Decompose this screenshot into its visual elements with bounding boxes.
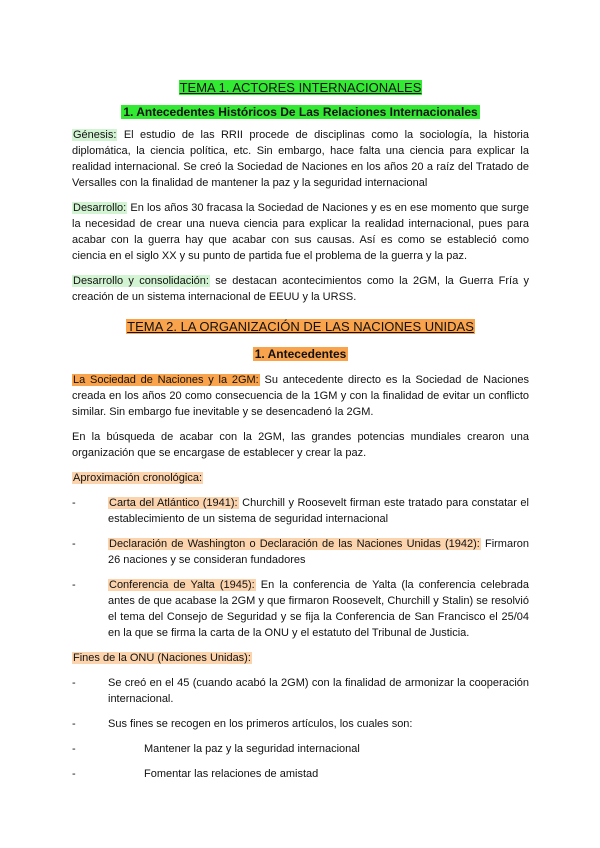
- tema2-section1-title: [72, 345, 529, 363]
- tema2-title-text: TEMA 2. LA ORGANIZACIÓN DE LAS NACIONES UNIDAS: [127, 319, 474, 334]
- tema1-section1-title: [72, 103, 529, 121]
- dash-marker: -: [72, 768, 76, 780]
- dash-marker: -: [72, 497, 76, 509]
- fines-subitem: [72, 741, 529, 757]
- fines-label: Fines de la ONU (Naciones Unidas):: [73, 652, 251, 664]
- sdn-text: Su antecedente directo es la Sociedad de Naciones creada en los años 20 como consecuencia de la 1GM y con la finalidad de evitar un conflicto similar. Sin embargo fue inevitable y se desencadenó la 2GM.: [72, 374, 529, 418]
- cronologia-item-text: Churchill y Roosevelt firman este tratado para constatar el establecimiento de un sistema de seguridad internacional: [108, 497, 529, 525]
- fines-subitem-text: Fomentar las relaciones de amistad: [144, 768, 319, 780]
- consolidacion-label: Desarrollo y consolidación:: [73, 275, 209, 287]
- consolidacion-paragraph: [72, 273, 529, 305]
- tema1-title-text: TEMA 1. ACTORES INTERNACIONALES: [179, 80, 422, 95]
- sdn-paragraph: [72, 372, 529, 420]
- sdn-label: La Sociedad de Naciones y la 2GM:: [73, 374, 259, 386]
- dash-marker: -: [72, 718, 76, 730]
- desarrollo-label: Desarrollo:: [73, 202, 127, 214]
- desarrollo-paragraph: [72, 200, 529, 264]
- fines-item: [72, 675, 529, 707]
- fines-item-text: Se creó en el 45 (cuando acabó la 2GM) con la finalidad de armonizar la cooperación internacional.: [108, 677, 529, 705]
- cronologia-item: [72, 577, 529, 641]
- tema1-section1-title-text: 1. Antecedentes Históricos De Las Relaciones Internacionales: [123, 105, 478, 119]
- dash-marker: -: [72, 538, 76, 550]
- cronologia-item-text: En la conferencia de Yalta (la conferencia celebrada antes de que acabase la 2GM y que firmaron Roosevelt, Churchill y Stalin) se resolvió el tema del Consejo de Seguridad y se fija la Conferencia de San Francisco el 25/04 en la que se firma la carta de la ONU y el estatuto del Tribunal de Justicia.: [108, 579, 529, 639]
- cronologia-label: Aproximación cronológica:: [73, 472, 203, 484]
- cronologia-list: [72, 495, 529, 641]
- fines-sublist: [72, 741, 529, 782]
- dash-marker: -: [72, 743, 76, 755]
- cronologia-item-label: Declaración de Washington o Declaración de las Naciones Unidas (1942):: [109, 538, 480, 550]
- genesis-text: El estudio de las RRII procede de disciplinas como la sociología, la historia diplomática, la ciencia política, etc. Sin embargo, hace falta una ciencia para explicar la realidad internacional. Se creó la Sociedad de Naciones en los años 20 a raíz del Tratado de Versalles con la finalidad de mantener la paz y la seguridad internacional: [72, 129, 529, 189]
- fines-subitem: [72, 766, 529, 782]
- cronologia-item: [72, 536, 529, 568]
- fines-subitem-text: Mantener la paz y la seguridad internacional: [144, 743, 360, 755]
- fines-heading: [72, 650, 529, 666]
- busqueda-paragraph: En la búsqueda de acabar con la 2GM, las grandes potencias mundiales crearon una organización que se encargase de establecer y crear la paz.: [72, 431, 529, 459]
- cronologia-item-label: Carta del Atlántico (1941):: [109, 497, 238, 509]
- fines-item: [72, 716, 529, 732]
- desarrollo-text: En los años 30 fracasa la Sociedad de Naciones y es en ese momento que surge la necesidad de crear una nueva ciencia para explicar la realidad internacional, pues para acabar con la guerra hay que acabar con sus causas. Así es como se estableció como ciencia en el siglo XX y su punto de partida fue el problema de la guerra y la paz.: [72, 202, 529, 262]
- fines-item-text: Sus fines se recogen en los primeros artículos, los cuales son:: [108, 718, 413, 730]
- fines-list: [72, 675, 529, 732]
- cronologia-item-label: Conferencia de Yalta (1945):: [109, 579, 255, 591]
- consolidacion-text: se destacan acontecimientos como la 2GM, la Guerra Fría y creación de un sistema internacional de EEUU y la URSS.: [72, 275, 529, 303]
- cronologia-item: [72, 495, 529, 527]
- genesis-paragraph: [72, 127, 529, 191]
- dash-marker: -: [72, 579, 76, 591]
- cronologia-heading: [72, 470, 529, 486]
- genesis-label: Génesis:: [73, 129, 117, 141]
- dash-marker: -: [72, 677, 76, 689]
- tema2-title: [72, 317, 529, 336]
- tema1-title: [72, 78, 529, 97]
- tema2-section1-title-text: 1. Antecedentes: [254, 347, 347, 361]
- cronologia-item-text: Firmaron 26 naciones y se consideran fundadores: [108, 538, 529, 566]
